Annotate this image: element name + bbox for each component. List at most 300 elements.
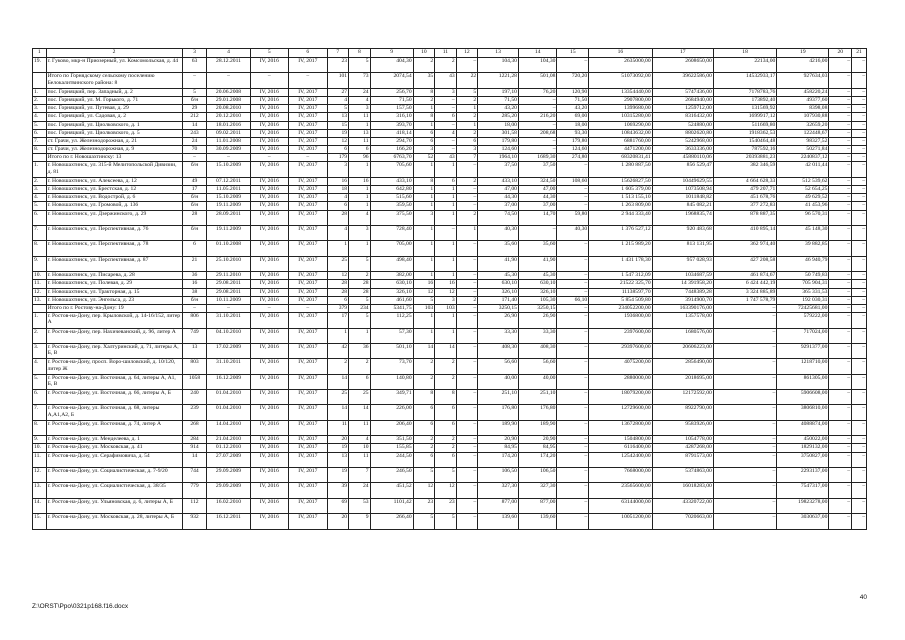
subtotal-row [33,154,867,162]
value-cell: – [829,146,852,154]
value-cell: – [852,58,867,73]
row-number-cell: 6. [33,210,47,225]
column-number-cell: 12 [456,49,478,58]
value-cell: 1 [349,202,371,210]
value-cell: 3 [435,88,457,96]
value-cell: 2 [435,436,457,444]
value-cell: – [852,514,867,529]
value-cell: IV, 2017 [289,241,328,256]
value-cell: IV, 2016 [250,444,289,452]
value-cell: 49 [182,177,207,185]
column-number-cell: 21 [852,49,867,58]
value-cell: 43,20 [557,105,589,113]
value-cell: 642,80 [370,186,413,194]
value-cell: – [713,444,776,452]
value-cell: 4471200,00 [589,146,652,154]
value-cell: 29.09.2009 [207,483,250,498]
value-cell: 1 [349,241,371,256]
table-row [33,177,867,185]
value-cell: – [713,405,776,420]
value-cell: 21.04.2010 [207,436,250,444]
value-cell: 4 [327,96,349,104]
address-cell: г. Ростов-на-Дону, ул. Восточная, д. 66, литеры А, Б [46,390,182,405]
value-cell: 1399680,00 [589,105,652,113]
value-cell: 8316432,00 [652,113,713,121]
value-cell: 1 513 155,10 [589,194,652,202]
value-cell: – [456,444,478,452]
value-cell: 69 [327,498,349,513]
value-cell: 59,80 [557,210,589,225]
value-cell: б/н [182,162,207,177]
value-cell: 107930,88 [777,113,829,121]
value-cell: 1101,42 [370,498,413,513]
value-cell: 32659,20 [777,121,829,129]
value-cell: 3 [456,146,478,154]
address-cell: пос. Горняцкий, ул. Циолковского, д. 5 [46,129,182,137]
value-cell: 2 [435,58,457,73]
value-cell: – [456,186,478,194]
column-number-cell: 9 [370,49,413,58]
value-cell: – [456,288,478,296]
value-cell: – [852,288,867,296]
value-cell: – [829,194,852,202]
address-cell: г. Новошахтинск, ул. Тракторная, д. 15 [46,288,182,296]
value-cell: 33,30 [518,328,557,343]
value-cell: 157,50 [370,105,413,113]
value-cell: 07.12.2011 [207,177,250,185]
value-cell: б/н [182,202,207,210]
value-cell: 451 678,76 [713,194,776,202]
value-cell: 101 [327,73,349,88]
row-number-cell: 19. [33,58,47,73]
row-number-cell: 9. [33,256,47,271]
value-cell: б/н [182,96,207,104]
value-cell: – [557,186,589,194]
value-cell: 8802620,80 [652,129,713,137]
value-cell: 1680576,00 [652,328,713,343]
subtotal-row [33,73,867,88]
address-cell: пос. Горняцкий, ул. Циолковского, д. 1 [46,121,182,129]
value-cell: IV, 2016 [250,514,289,529]
row-number-cell: 6. [33,390,47,405]
value-cell: – [852,498,867,513]
value-cell: 1 [435,162,457,177]
value-cell: 2 [456,177,478,185]
value-cell: 26,90 [518,313,557,328]
value-cell: 21 [182,256,207,271]
value-cell: 4287268,00 [652,444,713,452]
value-cell: 1073508,94 [652,186,713,194]
value-cell: – [852,359,867,374]
value-cell: – [289,304,328,312]
value-cell: 01.04.2010 [207,390,250,405]
value-cell: 1 [435,328,457,343]
value-cell: – [557,405,589,420]
table-row [33,296,867,304]
value-cell: 20.06.2008 [207,88,250,96]
value-cell: – [289,154,328,162]
value-cell: 12729600,00 [589,405,652,420]
value-cell: – [456,241,478,256]
value-cell: 18,00 [557,121,589,129]
value-cell: 5374863,00 [652,468,713,483]
value-cell: 927634,03 [777,73,829,88]
value-cell: 10449629,55 [652,177,713,185]
value-cell: 382,00 [370,272,413,280]
column-number-cell: 2 [46,49,182,58]
value-cell: 16 [182,280,207,288]
value-cell: – [557,444,589,452]
value-cell: 45,30 [478,272,519,280]
value-cell: 1 431 178,30 [589,256,652,271]
value-cell: IV, 2017 [289,113,328,121]
value-cell: 47,00 [518,186,557,194]
value-cell: – [456,359,478,374]
value-cell: – [852,137,867,145]
value-cell: – [829,405,852,420]
value-cell: 806 [182,313,207,328]
address-cell: г. Ростов-на-Дону, ул. Менделеева, д. 1 [46,436,182,444]
value-cell: 19.11.2009 [207,202,250,210]
value-cell: 451,52 [370,483,413,498]
value-cell: 13672800,00 [589,420,652,435]
value-cell: 20,90 [478,436,519,444]
value-cell: 20 [327,514,349,529]
address-cell: г. Новошахтинск, ул. Перспективная, д. 76 [46,226,182,241]
address-cell: г. Ростов-на-Дону, пер. Нахичеванский, д. 96, литер А [46,328,182,343]
value-cell: 24 [349,483,371,498]
value-cell: – [829,304,852,312]
value-cell: 349,71 [370,390,413,405]
value-cell: 174,20 [518,452,557,467]
value-cell: 12172592,00 [652,390,713,405]
row-number-cell: 7. [33,226,47,241]
value-cell: 16.12.2011 [207,514,250,529]
value-cell: 41,90 [478,256,519,271]
address-cell: г. Новошахтинск, ул. 315-й Мелитопольской Дивизии, д. 81 [46,162,182,177]
value-cell: 5 [349,58,371,73]
value-cell: 8 [413,88,435,96]
value-cell: 70 [182,146,207,154]
value-cell: 1 [435,194,457,202]
value-cell: 2074,54 [370,73,413,88]
value-cell: 501,10 [370,343,413,358]
value-cell: 1918362,53 [713,129,776,137]
value-cell: 14.04.2010 [207,420,250,435]
column-number-cell: 15 [557,49,589,58]
value-cell: 1 [456,105,478,113]
value-cell: – [852,129,867,137]
value-cell: 251,10 [518,390,557,405]
value-cell: 12 [435,288,457,296]
row-number-cell: 11. [33,280,47,288]
value-cell: – [557,202,589,210]
value-cell: – [456,280,478,288]
value-cell: – [713,374,776,389]
table-row [33,498,867,513]
value-cell: 45,30 [518,272,557,280]
value-cell: 365 331,53 [777,288,829,296]
value-cell: 877,00 [478,498,519,513]
address-cell: г. Ростов-на-Дону, ул. Восточная, д. 68, литеры А,А1,А2, Б [46,405,182,420]
value-cell: 2 [327,359,349,374]
value-cell: – [557,436,589,444]
value-cell: – [207,304,250,312]
value-cell: 52 654,25 [777,186,829,194]
table-row [33,113,867,121]
value-cell: 57,30 [370,328,413,343]
value-cell: – [852,96,867,104]
value-cell: 71,50 [557,96,589,104]
row-number-cell: 6. [33,129,47,137]
value-cell: 28 [327,280,349,288]
value-cell: 39622586,00 [652,73,713,88]
value-cell: 93,30 [557,129,589,137]
value-cell: – [456,256,478,271]
row-number-cell: 11. [33,452,47,467]
value-cell: 1 [456,121,478,129]
value-cell: 176,80 [478,405,519,420]
table-row [33,58,867,73]
table-row [33,420,867,435]
value-cell: 29.09.2009 [207,468,250,483]
value-cell: 49 629,52 [777,194,829,202]
row-number-cell: 5. [33,374,47,389]
housing-register-table [32,48,867,530]
value-cell: – [713,468,776,483]
column-number-cell: 10 [413,49,435,58]
value-cell: – [852,210,867,225]
value-cell: 2 [456,96,478,104]
value-cell: – [829,241,852,256]
value-cell: 251,10 [478,390,519,405]
value-cell: 25 [327,256,349,271]
value-cell: 50 749,83 [777,272,829,280]
value-cell: 914 [182,444,207,452]
value-cell: 112 [182,498,207,513]
table-row [33,313,867,328]
value-cell: IV, 2017 [289,129,328,137]
table-row [33,162,867,177]
value-cell: 7178783,76 [713,88,776,96]
address-cell: пос. Горняцкий, ул. Путевая, д. 29 [46,105,182,113]
value-cell: 2397600,00 [589,328,652,343]
value-cell: IV, 2016 [250,272,289,280]
value-cell: IV, 2016 [250,280,289,288]
value-cell: 09.02.2011 [207,129,250,137]
value-cell: 12 [327,272,349,280]
row-number-cell: 4. [33,359,47,374]
value-cell: 3 [327,162,349,177]
value-cell: 579222,00 [777,313,829,328]
value-cell: 720,20 [557,73,589,88]
value-cell: – [829,162,852,177]
value-cell: 2 [413,374,435,389]
value-cell: 52 [413,154,435,162]
value-cell: 461 874,67 [713,272,776,280]
value-cell: 2 [413,96,435,104]
value-cell: 6 [349,374,371,389]
table-row [33,241,867,256]
value-cell: – [456,405,478,420]
value-cell: 44,30 [478,194,519,202]
address-cell: г. Ростов-на-Дону, ул. Восточная, д. 64, литеры А, А1, Б, В [46,374,182,389]
value-cell: – [852,483,867,498]
value-cell: IV, 2016 [250,226,289,241]
value-cell: 2 [456,129,478,137]
table-row [33,343,867,358]
value-cell: – [557,359,589,374]
value-cell: – [456,514,478,529]
row-number-cell: 8. [33,241,47,256]
value-cell: 37,50 [518,162,557,177]
address-cell: г. Ростов-на-Дону, пер. Крыловской, д. 14-16/152, литер А [46,313,182,328]
value-cell: IV, 2016 [250,468,289,483]
value-cell: – [829,186,852,194]
value-cell: IV, 2017 [289,343,328,358]
value-cell: 6 [413,129,435,137]
value-cell: 21522 325,70 [589,280,652,288]
value-cell: 4 [327,194,349,202]
value-cell: IV, 2017 [289,280,328,288]
value-cell: 1 547 312,09 [589,272,652,280]
value-cell: 226,00 [370,405,413,420]
value-cell: – [829,129,852,137]
value-cell: 11138597,70 [589,288,652,296]
address-cell: г. Ростов-на-Дону, ул. Социалистическая, д. 38/35 [46,483,182,498]
value-cell: – [829,58,852,73]
value-cell: – [456,202,478,210]
table-row [33,452,867,467]
value-cell: 1 [435,313,457,328]
value-cell: 1 [413,105,435,113]
value-cell: – [557,514,589,529]
value-cell: 11 [349,113,371,121]
value-cell: 36 [182,272,207,280]
address-cell: г. Новошахтинск, ул. Громовой, д. 136 [46,202,182,210]
value-cell: 51073092,00 [589,73,652,88]
row-number-cell: 15. [33,514,47,529]
value-cell: 1 [349,194,371,202]
value-cell: IV, 2016 [250,288,289,296]
value-cell: 362 974,40 [713,241,776,256]
value-cell: – [829,296,852,304]
value-cell: 192 030,31 [777,296,829,304]
value-cell: 1 [349,162,371,177]
address-cell: г. Новошахтинск, ул. Перспективная, д. 87 [46,256,182,271]
value-cell: 24 [349,88,371,96]
value-cell: 1 [435,272,457,280]
value-cell: 728,40 [370,226,413,241]
address-cell: г. Ростов-на-Дону, ул. Московская, д. 28, литеры А, Б [46,514,182,529]
value-cell: – [829,137,852,145]
value-cell: – [829,343,852,358]
value-cell: – [852,296,867,304]
value-cell: 28 [327,288,349,296]
value-cell: – [829,313,852,328]
value-cell: 845 082,21 [652,202,713,210]
value-cell: 3 [413,146,435,154]
value-cell: IV, 2017 [289,452,328,467]
value-cell: – [713,420,776,435]
value-cell: 5 [182,88,207,96]
table-row [33,210,867,225]
value-cell: 4 [435,129,457,137]
value-cell: IV, 2016 [250,452,289,467]
row-number-cell: 1. [33,162,47,177]
value-cell: 4088874,00 [777,420,829,435]
value-cell: 2 [435,444,457,452]
value-cell: 2880000,00 [589,374,652,389]
value-cell: – [852,328,867,343]
value-cell: 29.08.2011 [207,280,250,288]
value-cell: 16 [349,177,371,185]
value-cell: IV, 2016 [250,405,289,420]
value-cell: – [852,121,867,129]
value-cell: IV, 2017 [289,420,328,435]
table-row [33,146,867,154]
value-cell: 96 [349,154,371,162]
value-cell: – [852,343,867,358]
value-cell: 7448389,28 [652,288,713,296]
value-cell: 3 [413,210,435,225]
value-cell: 246,50 [370,468,413,483]
value-cell: 2684940,00 [652,96,713,104]
value-cell: 2 [413,58,435,73]
value-cell: 1 [413,241,435,256]
value-cell: 6 [413,137,435,145]
value-cell: 1 747 578,79 [713,296,776,304]
value-cell: IV, 2016 [250,483,289,498]
value-cell: 4216,00 [777,58,829,73]
value-cell: IV, 2016 [250,88,289,96]
value-cell: – [829,390,852,405]
value-cell: – [557,280,589,288]
value-cell: – [852,194,867,202]
value-cell: – [829,436,852,444]
value-cell: 47,00 [478,186,519,194]
value-cell: 1 [413,162,435,177]
value-cell: – [518,96,557,104]
value-cell: 71,50 [478,96,519,104]
value-cell: – [829,177,852,185]
value-cell: – [852,162,867,177]
value-cell: 15.10.2009 [207,162,250,177]
value-cell: 1 [435,202,457,210]
value-cell: 69,00 [557,113,589,121]
value-cell: 22 [456,73,478,88]
value-cell: 1 [435,241,457,256]
table-row [33,129,867,137]
value-cell: 515,60 [370,194,413,202]
value-cell: 40,00 [478,374,519,389]
value-cell: – [852,304,867,312]
value-cell: 104,30 [478,58,519,73]
value-cell: 630,10 [370,280,413,288]
value-cell: 377 272,83 [713,202,776,210]
value-cell: 197,10 [478,88,519,96]
value-cell: 10315280,00 [589,113,652,121]
address-cell: г. Гуково, мкр-н Приозерный, ул. Комсомольская, д. 44 [46,58,182,73]
value-cell: IV, 2016 [250,374,289,389]
value-cell: 29.11.2010 [207,272,250,280]
value-cell: 5 [349,296,371,304]
value-cell: 2608650,00 [652,58,713,73]
value-cell: – [829,452,852,467]
value-cell: 932 [182,514,207,529]
value-cell: IV, 2016 [250,313,289,328]
value-cell: 3 [435,296,457,304]
